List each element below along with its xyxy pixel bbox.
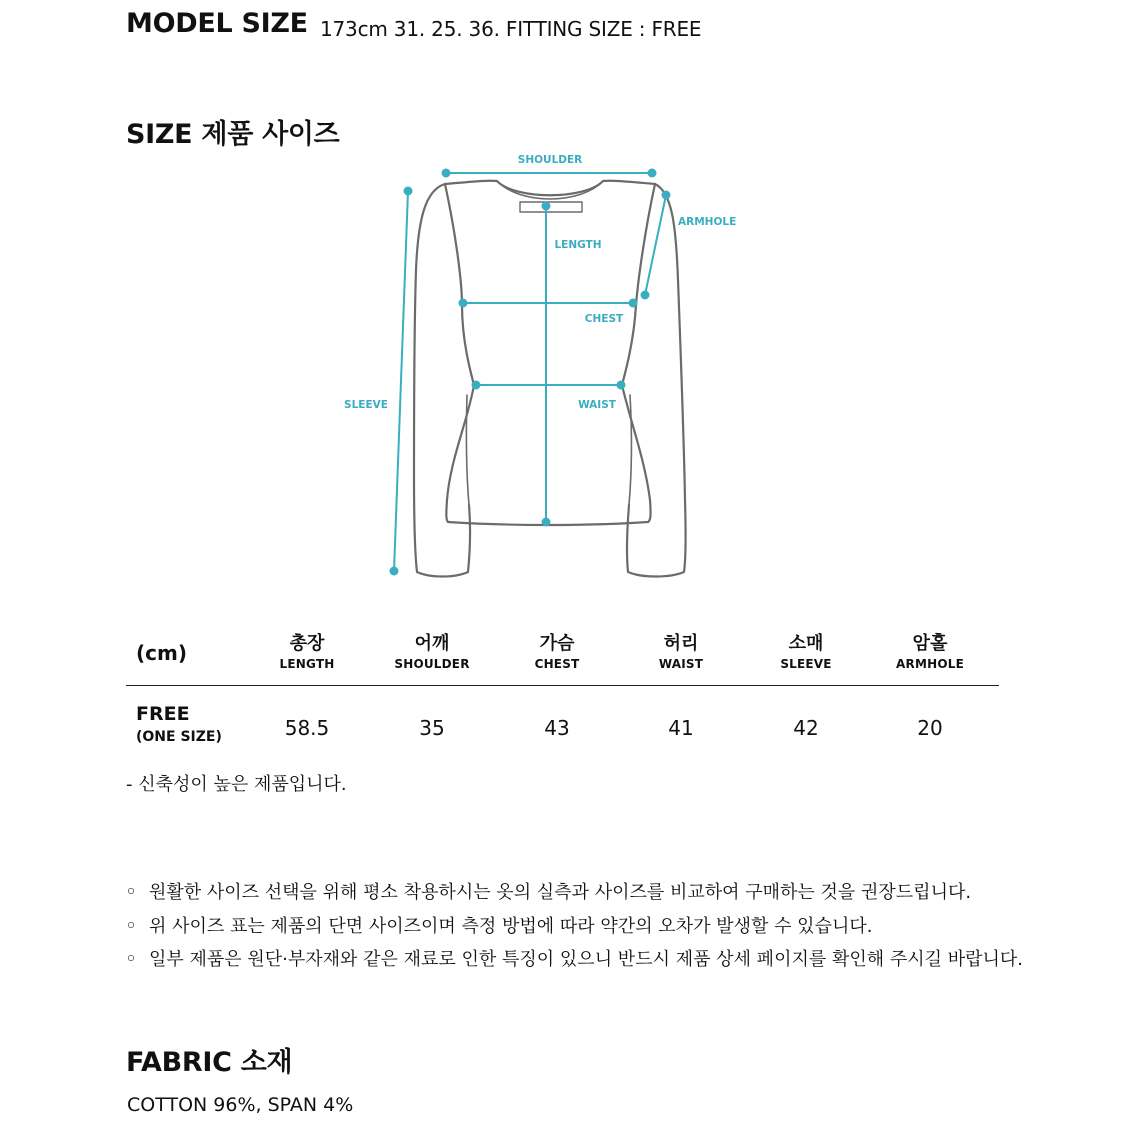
garment-outline [414,181,686,577]
notice-text: 원활한 사이즈 선택을 위해 평소 착용하시는 옷의 실측과 사이즈를 비교하여 구매하는 것을 권장드립니다. [149,882,972,903]
col-header-ko: 어깨 [414,633,450,654]
col-header-en: SLEEVE [780,657,832,671]
notice-item [126,943,1023,977]
garment-measurement-diagram [0,140,1125,590]
label-chest: CHEST [584,313,624,325]
bullet-icon [128,955,134,961]
col-header-length [242,632,372,672]
value-sleeve: 42 [793,716,819,740]
col-header-sleeve [741,632,871,672]
col-header-ko: 암홀 [912,633,948,654]
col-header-ko: 총장 [289,633,325,654]
col-header-shoulder [367,632,497,672]
col-header-en: ARMHOLE [896,657,964,671]
value-chest: 43 [544,716,570,740]
col-header-ko: 허리 [663,633,699,654]
label-sleeve: SLEEVE [344,399,388,411]
fabric-title: FABRIC 소재 [126,1047,293,1078]
stretch-note: - 신축성이 높은 제품입니다. [126,774,347,795]
col-header-ko: 소매 [788,633,824,654]
col-header-en: WAIST [658,657,704,671]
size-section-title: SIZE 제품 사이즈 [126,119,340,150]
table-unit-label: (cm) [136,641,187,665]
col-header-chest [492,632,622,672]
notice-text: 위 사이즈 표는 제품의 단면 사이즈이며 측정 방법에 따라 약간의 오차가 발생할 수 있습니다. [149,915,873,937]
label-waist: WAIST [578,399,616,411]
value-shoulder: 35 [419,716,445,740]
bullet-icon [128,888,134,894]
model-size-title: MODEL SIZE [126,8,308,39]
fabric-value: COTTON 96%, SPAN 4% [127,1094,354,1116]
value-waist: 41 [668,716,694,740]
row-size-free: FREE [136,703,190,725]
row-size-name [136,702,222,748]
notice-item [126,910,1023,944]
col-header-en: CHEST [534,657,580,671]
bullet-icon [128,922,134,928]
row-size-sub: (ONE SIZE) [136,729,222,745]
label-armhole: ARMHOLE [678,216,737,228]
col-header-armhole [865,632,995,672]
value-armhole: 20 [917,716,943,740]
label-length: LENGTH [554,239,602,251]
col-header-en: LENGTH [279,657,335,671]
col-header-ko: 가슴 [539,633,575,654]
table-divider [126,685,999,686]
value-length: 58.5 [284,716,330,740]
model-size-value: 173cm 31. 25. 36. FITTING SIZE : FREE [320,17,702,41]
col-header-en: SHOULDER [394,657,470,671]
col-header-waist [616,632,746,672]
notice-list [126,876,1023,977]
notice-item [126,876,1023,910]
notice-text: 일부 제품은 원단·부자재와 같은 재료로 인한 특징이 있으니 반드시 제품 상세 페이지를 확인해 주시길 바랍니다. [149,949,1024,970]
label-shoulder: SHOULDER [517,154,583,166]
